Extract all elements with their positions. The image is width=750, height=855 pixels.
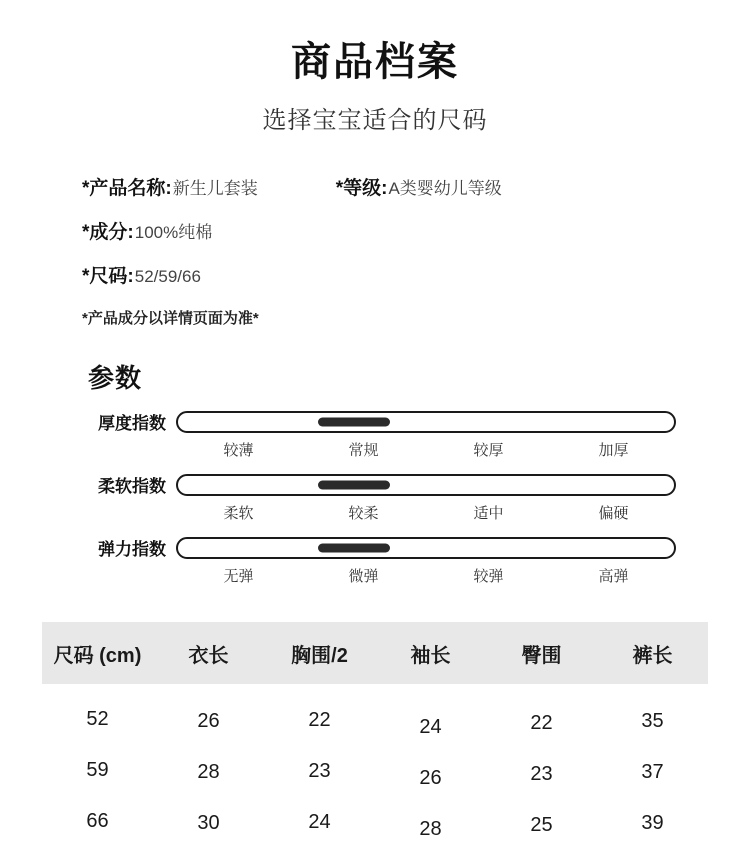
table-cell: 37: [641, 761, 664, 783]
param-track[interactable]: [176, 411, 676, 433]
param-scale-tick: 无弹: [223, 568, 254, 585]
spec-row: [82, 261, 690, 288]
table-row: [42, 798, 708, 849]
param-fill-marker: [318, 417, 390, 426]
table-header-row: [42, 622, 708, 684]
spec-item-product-name: [82, 173, 258, 200]
table-row: [42, 696, 708, 747]
param-label: 厚度指数: [98, 414, 166, 433]
table-cell: 66: [86, 810, 109, 832]
spec-note: *产品成分以详情页面为准*: [82, 310, 259, 327]
param-softness: [88, 472, 676, 523]
parameters-section: [0, 358, 750, 586]
table-header-cell: 臀围: [521, 644, 562, 667]
param-bar-line: [88, 409, 676, 434]
param-scale-tick: 常规: [348, 442, 379, 459]
spec-label: *等级:: [335, 178, 388, 199]
param-scale-tick: 加厚: [598, 442, 629, 459]
spec-item-sizes: [82, 261, 201, 288]
table-header-cell: 裤长: [632, 644, 673, 667]
spec-label: *产品名称:: [82, 178, 172, 199]
table-cell: 22: [530, 712, 553, 734]
table-cell: 28: [197, 761, 220, 783]
param-bar-line: [88, 472, 676, 497]
spec-label: *成分:: [82, 222, 134, 243]
param-scale-tick: 较弹: [473, 568, 504, 585]
page-header: [0, 0, 750, 135]
table-cell: 22: [308, 709, 331, 731]
table-cell: 24: [419, 716, 442, 738]
size-table: [42, 622, 708, 849]
spec-value: A类婴幼儿等级: [388, 179, 502, 198]
spec-item-grade: [336, 173, 502, 200]
spec-value: 52/59/66: [134, 267, 201, 286]
table-cell: 24: [308, 811, 331, 833]
table-cell: 59: [86, 759, 109, 781]
table-cell: 30: [197, 812, 220, 834]
table-cell: 23: [308, 760, 331, 782]
spec-row: [82, 173, 690, 200]
table-cell: 25: [530, 814, 553, 836]
param-scale-tick: 微弹: [348, 568, 379, 585]
param-scale-tick: 较薄: [223, 442, 254, 459]
table-header-cell: 袖长: [410, 644, 451, 667]
param-bar-line: [88, 535, 676, 560]
spec-row: [82, 217, 690, 244]
param-scale: [88, 439, 676, 460]
param-scale-tick: 适中: [473, 505, 504, 522]
param-fill-marker: [318, 543, 390, 552]
table-header-cell: 尺码 (cm): [53, 644, 142, 667]
parameters-title: 参数: [88, 363, 143, 393]
spec-value: 100%纯棉: [134, 223, 213, 242]
table-header-cell: 衣长: [188, 644, 229, 667]
param-track[interactable]: [176, 474, 676, 496]
table-header-cell: 胸围/2: [291, 644, 348, 667]
table-row: [42, 747, 708, 798]
table-cell: 28: [419, 818, 442, 840]
param-track[interactable]: [176, 537, 676, 559]
table-cell: 35: [641, 710, 664, 732]
param-label: 柔软指数: [98, 477, 166, 496]
spec-value: 新生儿套装: [172, 179, 258, 198]
param-scale: [88, 502, 676, 523]
spec-label: *尺码:: [82, 266, 134, 287]
param-elasticity: [88, 535, 676, 586]
param-scale-tick: 偏硬: [598, 505, 629, 522]
param-scale-tick: 高弹: [598, 568, 629, 585]
page-title: 商品档案: [291, 40, 459, 84]
param-scale-tick: 较厚: [473, 442, 504, 459]
table-cell: 52: [86, 708, 109, 730]
table-cell: 23: [530, 763, 553, 785]
table-cell: 26: [419, 767, 442, 789]
param-label: 弹力指数: [98, 540, 166, 559]
table-cell: 26: [197, 710, 220, 732]
param-scale-tick: 较柔: [348, 505, 379, 522]
spec-item-composition: [82, 217, 212, 244]
spec-list: [0, 173, 750, 328]
param-scale: [88, 565, 676, 586]
page-subtitle: 选择宝宝适合的尺码: [262, 107, 488, 134]
table-cell: 39: [641, 812, 664, 834]
param-scale-tick: 柔软: [223, 505, 254, 522]
param-fill-marker: [318, 480, 390, 489]
param-thickness: [88, 409, 676, 460]
